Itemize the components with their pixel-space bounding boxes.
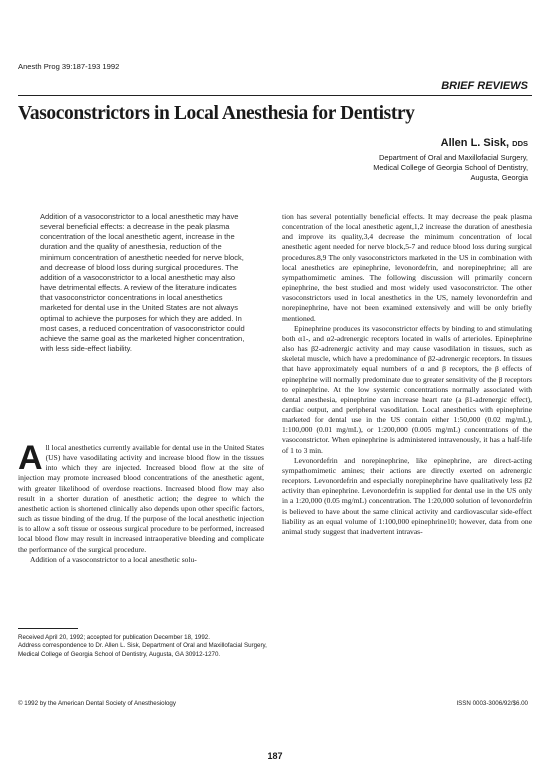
issn-line: ISSN 0003-3006/92/$6.00 xyxy=(456,700,528,707)
affiliation-line: Medical College of Georgia School of Dentistry, xyxy=(373,163,528,172)
header-rule xyxy=(18,95,532,96)
received-note: Received April 20, 1992; accepted for publication December 18, 1992. xyxy=(18,634,210,641)
section-heading: BRIEF REVIEWS xyxy=(441,80,528,92)
author-line xyxy=(441,137,528,149)
article-title: Vasoconstrictors in Local Anesthesia for Dentistry xyxy=(18,103,415,124)
paragraph: Addition of a vasoconstrictor to a local anesthetic solu- xyxy=(30,554,197,564)
paragraph: tion has several potentially beneficial effects. It may decrease the peak plasma concentration of the local anesthetic agent,1,2 increase the duration of anesthesia and improve its quality,3,4 decrease the minimum concentration of local anesthetic agent needed for nerve block,5-7 and reduce blood loss during surgical procedures.8,9 The only vasoconstrictors marketed in the US in combination with local anesthetics are epinephrine, levonordefrin, and norepinephrine; all are sympathomimetic amines. The following discussion will primarily concern epinephrine, the best studied and most widely used vasoconstrictor. The other vasoconstrictors used in local anesthetics in the US, namely levonordefrin and norepinephrine, have not been examined extensively and will be only briefly mentioned. xyxy=(282,212,532,323)
footnote-rule xyxy=(18,628,78,629)
correspondence-note: Address correspondence to Dr. Allen L. Sisk, Department of Oral and Maxillofacial Surgery, Medical College of Georgia School of Dentistry, Augusta, GA 30912-1270. xyxy=(18,642,267,658)
affiliation-line: Department of Oral and Maxillofacial Surgery, xyxy=(379,153,528,162)
paragraph: Levonordefrin and norepinephrine, like epinephrine, are direct-acting sympathomimetic amines; their actions are directly exerted on adrenergic receptors. Levonordefrin and especially norepinephrine have qualitatively less β2 activity than epinephrine. Levonordefrin is supplied for dental use in the US only in a 1:20,000 (0.05 mg/mL) concentration. The 1:20,000 solution of levonordefrin is believed to have about the same clinical activity and cardiovascular side-effect liability as an equal volume of 1:100,000 epinephrine10; however, data from one animal study suggest that inadvertent intravas- xyxy=(282,455,532,536)
intro-text: ll local anesthetics currently available for dental use in the United States (US) have vasodilating activity and increase blood flow in the tissues into which they are injected. Increased blood flow at the site of injection may promote increased blood concentrations of the anesthetic agent, with greater likelihood of overdose reactions. Increased blood flow may also result in a shorter duration of anesthetic action; the degree to which the anesthetic action is shortened clinically also depends upon other specific factors, such as tissue binding of the drug. If the purpose of the local anesthetic injection is to allow a soft tissue or osseous surgical procedure to be performed, increased local blood flow may result in increased intraoperative bleeding and complicate the performance of the surgical procedure. xyxy=(18,443,264,554)
page-number: 187 xyxy=(267,751,283,761)
journal-citation: Anesth Prog 39:187-193 1992 xyxy=(18,62,120,71)
intro-paragraph xyxy=(18,439,264,555)
abstract xyxy=(40,212,248,354)
abstract-text: Addition of a vasoconstrictor to a local anesthetic may have several beneficial effects: a decrease in the peak plasma concentration of the local anesthetic agent, increase in the duration and the quality of anesthesia, reduction of the minimum concentration of anesthetic needed for nerve block, and decrease of blood loss during surgical procedures. The addition of a vasoconstrictor to a local anesthetic may also have detrimental effects. A review of the literature indicates that vasoconstrictor concentrations in local anesthetics marketed for dental use in the United States are not always optimal to achieve the purposes for which they are added. In most cases, a reduced concentration of vasoconstrictor could achieve the same goal as the marketed higher concentration, with less side-effect liability. xyxy=(40,212,245,354)
drop-cap: A xyxy=(18,439,43,477)
author-name: Allen L. Sisk, xyxy=(440,137,510,149)
copyright-line: © 1992 by the American Dental Society of Anesthesiology xyxy=(18,700,176,707)
left-column xyxy=(18,439,264,565)
footnotes xyxy=(18,634,268,659)
right-column xyxy=(282,212,532,537)
author-degree: DDS xyxy=(512,139,528,148)
affiliation-line: Augusta, Georgia xyxy=(470,173,528,182)
paragraph: Epinephrine produces its vasoconstrictor effects by binding to and stimulating both α1-, and α2-adrenergic receptors located in walls of arterioles. Epinephrine also has β2-adrenergic activity and may cause vasodilation in tissues, such as skeletal muscle, which have a predominance of β2-adrenergic receptors. In tissues that have approximately equal numbers of α and β receptors, the β effects of epinephrine will normally predominate due to greater sensitivity of the β receptors to epinephrine. At the low systemic concentrations normally associated with dental anesthesia, epinephrine can increase heart rate (a β1-adrenergic effect), cardiac output, and peripheral vasodilation. Local anesthetics with epinephrine marketed for dental use in the US contain either 1:50,000 (0.02 mg/mL), 1:100,000 (0.01 mg/mL), or 1:200,000 (0.005 mg/mL) concentrations of the vasoconstrictor. When epinephrine is administered intravenously, it has a half-life of 1 to 3 min. xyxy=(282,323,532,455)
